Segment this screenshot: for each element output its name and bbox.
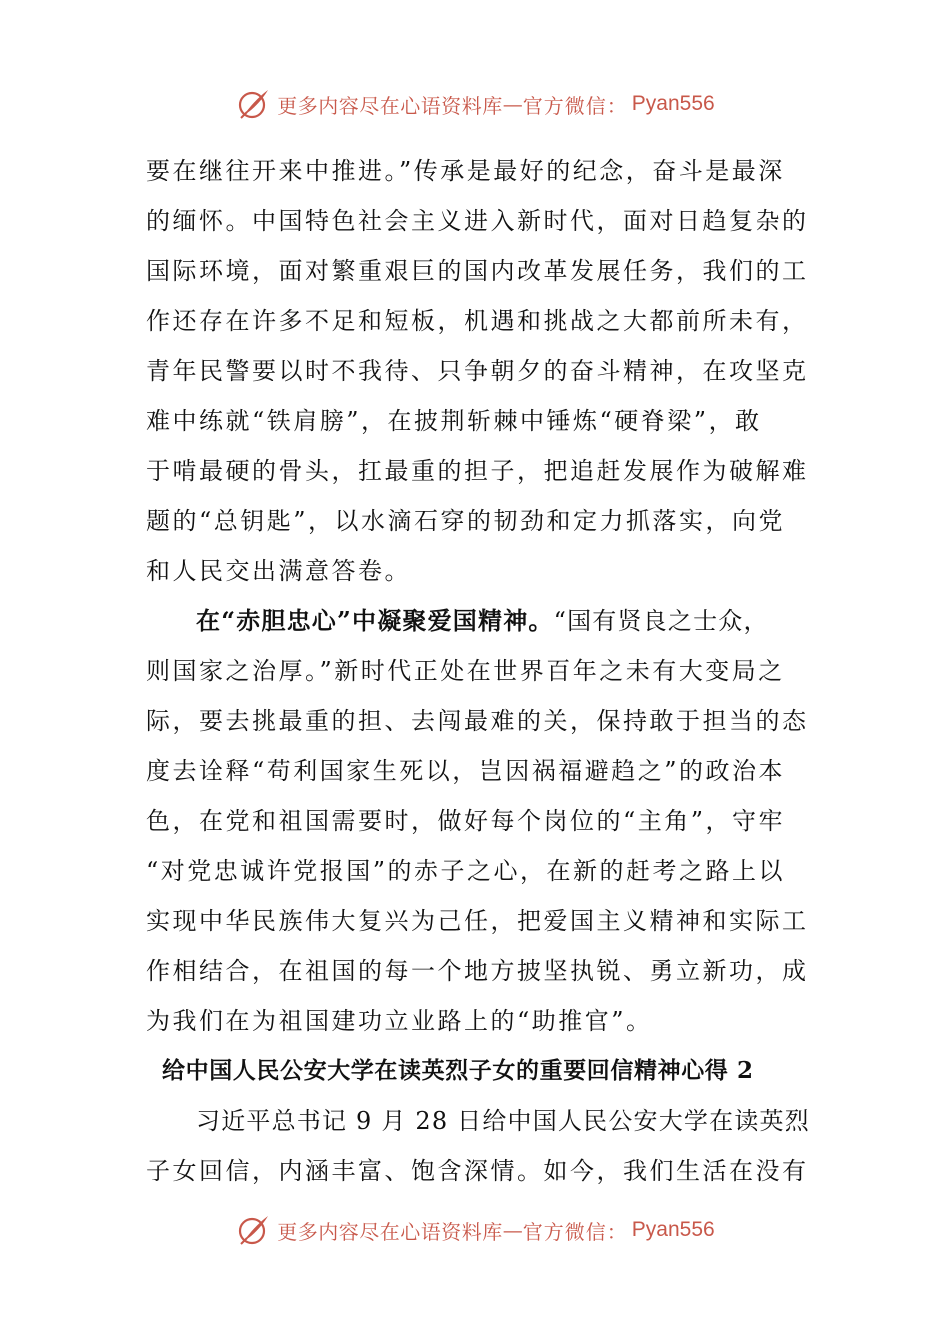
section-heading: 给中国人民公安大学在读英烈子女的重要回信精神心得 2 [162, 1057, 754, 1084]
watermark-separator: — [502, 1218, 523, 1242]
footer-watermark [0, 1210, 950, 1250]
text-line: 难中练就“铁肩膀”，在披荆斩棘中锤炼“硬脊梁”，敢 [146, 407, 762, 435]
quill-logo-icon [235, 86, 271, 122]
paragraph-1 [146, 146, 809, 596]
watermark-wechat-label: 官方微信： [522, 93, 628, 118]
text-line: 习近平总书记 9 月 28 日给中国人民公安大学在读英烈 [196, 1107, 810, 1135]
text-line: 度去诠释“苟利国家生死以，岂因祸福避趋之”的政治本 [146, 757, 786, 785]
text-line: 要在继往开来中推进。”传承是最好的纪念，奋斗是最深 [146, 157, 785, 185]
watermark-wechat-id: Pyan556 [631, 1218, 715, 1241]
paragraph-2-lead: 在“赤胆忠心”中凝聚爱国精神。 [196, 606, 554, 635]
text-line: 色，在党和祖国需要时，做好每个岗位的“主角”，守牢 [146, 807, 786, 835]
paragraph-3 [146, 1096, 810, 1196]
text-line: 于啃最硬的骨头，扛最重的担子，把追赶发展作为破解难 [146, 457, 809, 485]
text-line: 实现中华民族伟大复兴为己任，把爱国主义精神和实际工 [146, 907, 809, 935]
text-line: 际，要去挑最重的担、去闯最难的关，保持敢于担当的态 [146, 707, 809, 735]
text-line: “对党忠诚许党报国”的赤子之心，在新的赶考之路上以 [146, 857, 786, 885]
quill-logo-icon [235, 1212, 271, 1248]
watermark-wechat-label: 官方微信： [522, 1219, 628, 1244]
text-line: 的缅怀。中国特色社会主义进入新时代，面对日趋复杂的 [146, 207, 809, 235]
watermark-wechat-id: Pyan556 [631, 92, 715, 115]
text-line: 子女回信，内涵丰富、饱含深情。如今，我们生活在没有 [146, 1157, 809, 1185]
paragraph-2-first-line [146, 596, 806, 646]
watermark-separator: — [502, 92, 523, 116]
paragraph-2 [146, 596, 809, 1046]
paragraph-2-first-rest: “国有贤良之士众， [553, 607, 769, 635]
text-line: 和人民交出满意答卷。 [146, 557, 411, 585]
text-line: 题的“总钥匙”，以水滴石穿的韧劲和定力抓落实，向党 [146, 507, 786, 535]
text-line: 则国家之治厚。”新时代正处在世界百年之未有大变局之 [146, 657, 785, 685]
text-line: 作还存在许多不足和短板，机遇和挑战之大都前所未有， [146, 307, 809, 335]
header-watermark [0, 84, 950, 124]
text-line: 为我们在为祖国建功立业路上的“助推官”。 [146, 1007, 653, 1035]
text-line: 作相结合，在祖国的每一个地方披坚执锐、勇立新功，成 [146, 957, 809, 985]
text-line: 青年民警要以时不我待、只争朝夕的奋斗精神，在攻坚克 [146, 357, 809, 385]
watermark-text: 更多内容尽在心语资料库 [277, 1219, 503, 1244]
watermark-text: 更多内容尽在心语资料库 [277, 93, 503, 118]
text-line: 国际环境，面对繁重艰巨的国内改革发展任务，我们的工 [146, 257, 809, 285]
document-body [146, 146, 810, 1196]
